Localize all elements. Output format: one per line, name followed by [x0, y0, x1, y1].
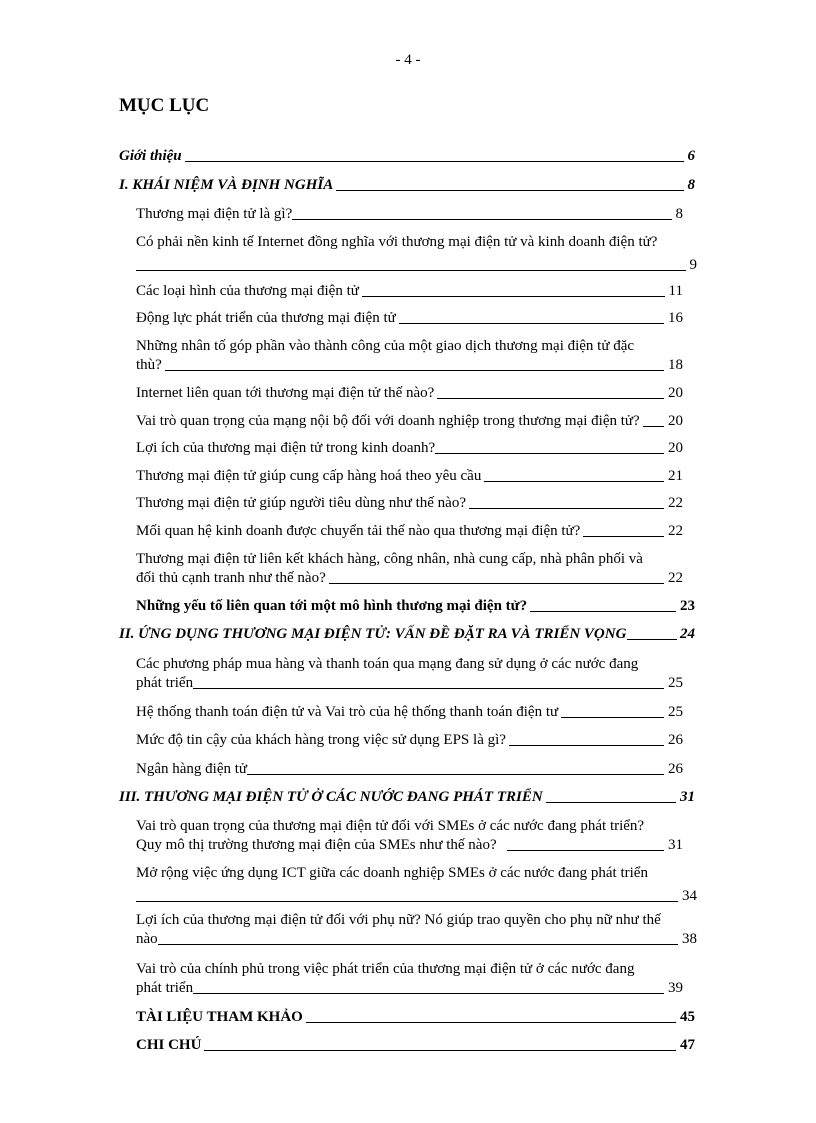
- toc-entry-text: Những yếu tố liên quan tới một mô hình thương mại điện tử?: [136, 598, 528, 614]
- toc-entry-page: 38: [682, 931, 697, 947]
- toc-entry[interactable]: [119, 625, 695, 644]
- toc-entry-page: 9: [689, 257, 697, 273]
- toc-entry[interactable]: [136, 731, 683, 750]
- toc-entry-page: 22: [668, 523, 683, 539]
- toc-entry-page: 31: [680, 789, 695, 805]
- toc-entry-page: 25: [668, 704, 683, 720]
- toc-entry[interactable]: [136, 760, 683, 779]
- toc-entry[interactable]: [136, 817, 683, 855]
- toc-entry-page: 34: [682, 888, 697, 904]
- toc-entry-text: thù?: [136, 357, 162, 373]
- toc-entry-page: 20: [668, 413, 683, 429]
- toc-entry[interactable]: [119, 176, 695, 195]
- toc-entry-text: Các loại hình của thương mại điện tử: [136, 283, 359, 299]
- toc-entry-text: Thương mại điện tử giúp cung cấp hàng hoá theo yêu cầu: [136, 468, 482, 484]
- toc-entry-page: 18: [668, 357, 683, 373]
- toc-entry-page: 23: [680, 598, 695, 614]
- toc-entry-page: 6: [687, 148, 695, 164]
- toc-entry-page: 47: [680, 1037, 695, 1053]
- toc-entry[interactable]: [119, 788, 695, 807]
- toc-entry-text: nào: [136, 931, 158, 947]
- toc-entry-text: Có phải nền kinh tế Internet đồng nghĩa với thương mại điện tử và kinh doanh điện tử?: [136, 234, 658, 250]
- toc-entry[interactable]: [136, 655, 683, 693]
- toc-entry-text: phát triển: [136, 675, 194, 691]
- toc-entry[interactable]: [136, 522, 683, 541]
- toc-entry-page: 8: [675, 206, 683, 222]
- toc-entry-page: 25: [668, 675, 683, 691]
- toc-entry-text: Động lực phát triển của thương mại điện tử: [136, 310, 396, 326]
- toc-entry[interactable]: [136, 309, 683, 328]
- toc-entry-text: đối thủ cạnh tranh như thế nào?: [136, 570, 326, 586]
- toc-entry[interactable]: [136, 494, 683, 513]
- toc-entry-text: Mối quan hệ kinh doanh được chuyển tải thế nào qua thương mại điện tử?: [136, 523, 581, 539]
- toc-entry-text: TÀI LIỆU THAM KHẢO: [136, 1009, 303, 1025]
- toc-entry-text: Các phương pháp mua hàng và thanh toán qua mạng đang sử dụng ở các nước đang: [136, 656, 639, 672]
- toc-entry-text: Vai trò của chính phủ trong việc phát triển của thương mại điện tử ở các nước đang: [136, 961, 635, 977]
- toc-entry-text: Thương mại điện tử liên kết khách hàng, công nhân, nhà cung cấp, nhà phân phối và: [136, 551, 643, 567]
- toc-entry[interactable]: [136, 467, 683, 486]
- toc-entry-text: Quy mô thị trường thương mại điện của SMEs như thế nào?: [136, 837, 497, 853]
- toc-entry-page: 20: [668, 385, 683, 401]
- toc-entry[interactable]: [136, 412, 683, 431]
- toc-entry-text: Những nhân tố góp phần vào thành công của một giao dịch thương mại điện tử đặc: [136, 338, 635, 354]
- toc-entry[interactable]: [136, 337, 683, 375]
- toc-entry[interactable]: [119, 147, 695, 166]
- toc-entry-text: Internet liên quan tới thương mại điện tử thế nào?: [136, 385, 435, 401]
- toc-entry-page: 22: [668, 570, 683, 586]
- toc-entry[interactable]: [136, 864, 697, 906]
- toc-entry-page: 26: [668, 761, 683, 777]
- toc-entry-text: Ngân hàng điện tử: [136, 761, 248, 777]
- toc-entry-text: Giới thiệu: [119, 148, 182, 164]
- toc-entry-text: Mở rộng việc ứng dụng ICT giữa các doanh nghiệp SMEs ở các nước đang phát triển: [136, 865, 648, 881]
- toc-entry-page: 31: [668, 837, 683, 853]
- toc-entry[interactable]: [136, 550, 683, 588]
- toc-entry[interactable]: [136, 1036, 695, 1055]
- toc-entry-page: 45: [680, 1009, 695, 1025]
- toc-entry-page: 24: [680, 626, 695, 642]
- toc-entry-page: 21: [668, 468, 683, 484]
- page-number: - 4 -: [395, 52, 421, 68]
- toc-entry-page: 11: [668, 283, 683, 299]
- toc-entry-page: 20: [668, 440, 683, 456]
- toc-entry[interactable]: [136, 703, 683, 722]
- toc-entry-page: 8: [687, 177, 695, 193]
- toc-entry-text: Thương mại điện tử giúp người tiêu dùng như thế nào?: [136, 495, 466, 511]
- toc-entry[interactable]: [136, 597, 695, 616]
- toc-entry[interactable]: [136, 282, 683, 301]
- toc-entry-text: Thương mại điện tử là gì?: [136, 206, 293, 222]
- toc-entry-text: Lợi ích của thương mại điện tử đối với phụ nữ? Nó giúp trao quyền cho phụ nữ như thế: [136, 912, 661, 928]
- toc-entry-text: CHI CHÚ: [136, 1037, 202, 1053]
- toc-entry[interactable]: [136, 439, 683, 458]
- toc-entry-page: 22: [668, 495, 683, 511]
- toc-entry-text: phát triển: [136, 980, 194, 996]
- toc-entry[interactable]: [136, 205, 683, 224]
- toc-entry-text: Vai trò quan trọng của thương mại điện tử đối với SMEs ở các nước đang phát triển?: [136, 818, 645, 834]
- toc-entry-text: Vai trò quan trọng của mạng nội bộ đối với doanh nghiệp trong thương mại điện tử?: [136, 413, 640, 429]
- toc-entry-text: I. KHÁI NIỆM VÀ ĐỊNH NGHĨA: [119, 177, 334, 193]
- toc-entry[interactable]: [136, 384, 683, 403]
- toc-title: MỤC LỤC: [119, 95, 210, 116]
- toc-entry[interactable]: [136, 1008, 695, 1027]
- toc-entry-page: 39: [668, 980, 683, 996]
- toc-entry[interactable]: [136, 233, 697, 275]
- toc-entry-text: Lợi ích của thương mại điện tử trong kinh doanh?: [136, 440, 436, 456]
- toc-entry-text: Mức độ tin cậy của khách hàng trong việc sử dụng EPS là gì?: [136, 732, 506, 748]
- toc-entry-page: 16: [668, 310, 683, 326]
- toc-entry-text: Hệ thống thanh toán điện tử và Vai trò của hệ thống thanh toán điện tư: [136, 704, 559, 720]
- toc-entry-text: III. THƯƠNG MẠI ĐIỆN TỬ Ở CÁC NƯỚC ĐANG PHÁT TRIỂN: [119, 789, 543, 805]
- toc-entry-text: II. ỨNG DỤNG THƯƠNG MẠI ĐIỆN TỬ: VẤN ĐỀ ĐẶT RA VÀ TRIỂN VỌNG: [119, 626, 627, 642]
- toc-entry-page: 26: [668, 732, 683, 748]
- toc-entry[interactable]: [136, 960, 683, 998]
- toc-entry[interactable]: [136, 911, 697, 949]
